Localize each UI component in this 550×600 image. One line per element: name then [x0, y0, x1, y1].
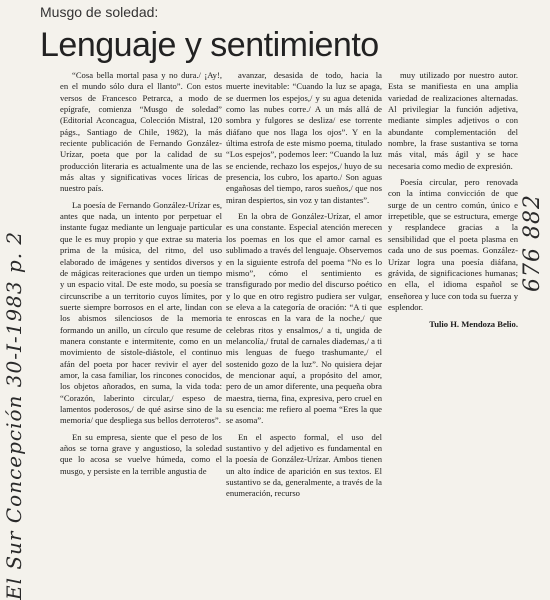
column-1 — [60, 70, 222, 482]
paragraph: muy utilizado por nuestro autor. Esta se manifiesta en una amplia variedad de realizaciones alternadas. Al privilegiar la función adjetiva, mediante simples adjetivos o con abundante complementación del nombre, la frase sustantiva se torna más vital, más ágil y se hace necesaria como medio de expresión. — [388, 70, 518, 171]
kicker: Musgo de soledad: — [40, 4, 159, 20]
column-3 — [388, 70, 518, 331]
paragraph: En su empresa, siente que el peso de los años se torna grave y angustioso, la soledad que lo acosa se vuelve húmeda, como el musgo, y persiste en la terrible angustia de — [60, 431, 222, 476]
author-signature: Tulio H. Mendoza Belio. — [429, 319, 518, 330]
handwritten-annotation-right: 676 882 — [520, 194, 545, 292]
column-2 — [226, 70, 382, 505]
paragraph: En la obra de González-Urízar, el amor es una constante. Especial atención merecen los poemas en los que el amor carnal es sublimado a través del lenguaje. Observemos en la siguiente estrofa del poema “No es lo mismo”, cómo el sentimiento es transfigurado por medio del discurso poético y lo que en otro registro pudiera ser vulgar, se eleva a la categoría de oración: “A ti que te enroscas en la vara de la noche,/ que celebras ritos y ensalmos,/ a ti, ungida de melancolía,/ frutal de carnales diademas,/ a ti mis lenguas de fuego trashumante,/ el sostenido gozo de la luz”. No quisiera dejar de mencionar aquí, a propósito del amor, pero de un amor diferente, una pequeña obra maestra, tierna, fina, expresiva, pero cruel en su esencia: me refiero al poema “Eres la que se asoma”. — [226, 211, 382, 426]
handwritten-annotation-left: El Sur Concepción 30-I-1983 p. 2 — [2, 230, 26, 600]
paragraph: avanzar, desasida de todo, hacia la muerte inevitable: “Cuando la luz se apaga, se duermen los espejos,/ y su agua detenida como las nubes corre./ A un más allá de sombra y fulgores se desliza/ ese torrente diáfano que nos llaga los ojos”. Y en la última estrofa de este mismo poema, titulado “Los espejos”, podemos leer: “Cuando la luz se enciende, rechazo los espejos,/ huyo de su presencia, los cubro, los aparto./ Son aguas engañosas del tiempo, raros sueños,/ que nos miran despiertos, sin voz y tan distantes”. — [226, 70, 382, 205]
paragraph: La poesía de Fernando González-Urízar es, antes que nada, un intento por perpetuar el instante fugaz mediante un lenguaje particular que le es muy propio y que extrae su materia prima de la música, del ritmo, del uso elaborado de imágenes y sentidos diversos y de mágicas reiteraciones que urden un tiempo y un espacio vital. De este modo, su poesía se circunscribe a un territorio cuyos límites, por suerte siempre borrosos en el arte, lindan con los abismos silenciosos de la memoria formando un anillo, un círculo que resume de manera constante e intermitente, como en un movimiento de sístole-diástole, el continuo afán del poeta por hacer revivir el ayer del amor, la casa familiar, los rincones conocidos, los objetos añorados, en suma, la vida toda: “Corazón, laberinto circular,/ espeso de lamentos poderosos,/ de qué asirse sino de la memoria/ que despliega sus bellos derroteros”. — [60, 199, 222, 426]
headline: Lenguaje y sentimiento — [40, 26, 379, 64]
paragraph: Poesía circular, pero renovada con la íntima convicción de que surge de un centro común, único e irrepetible, que se estructura, emerge y resplandece gracias a la sensibilidad que el poeta plasma en cada uno de sus poemas. González-Urízar logra una poesía diáfana, grávida, de significaciones humanas; en ella, el idioma español se enseñorea y luce con toda su fuerza y esplendor. — [388, 177, 518, 312]
paragraph: “Cosa bella mortal pasa y no dura./ ¡Ay!, en el mundo sólo dura el llanto”. Con estos versos de Francesco Petrarca, a modo de epígrafe, comienza “Musgo de soledad” (Editorial Aconcagua, Colección Mistral, 120 págs., Santiago de Chile, 1982), la más reciente publicación de Fernando González-Urízar, poeta que por la calidad de su producción literaria es actualmente una de las más altas y significativas voces líricas de nuestro país. — [60, 70, 222, 194]
paragraph: En el aspecto formal, el uso del sustantivo y del adjetivo es fundamental en la poesía de González-Urízar. Ambos tienen un alto índice de aparición en sus textos. El sustantivo se da, generalmente, a través de la enumeración, recurso — [226, 431, 382, 499]
